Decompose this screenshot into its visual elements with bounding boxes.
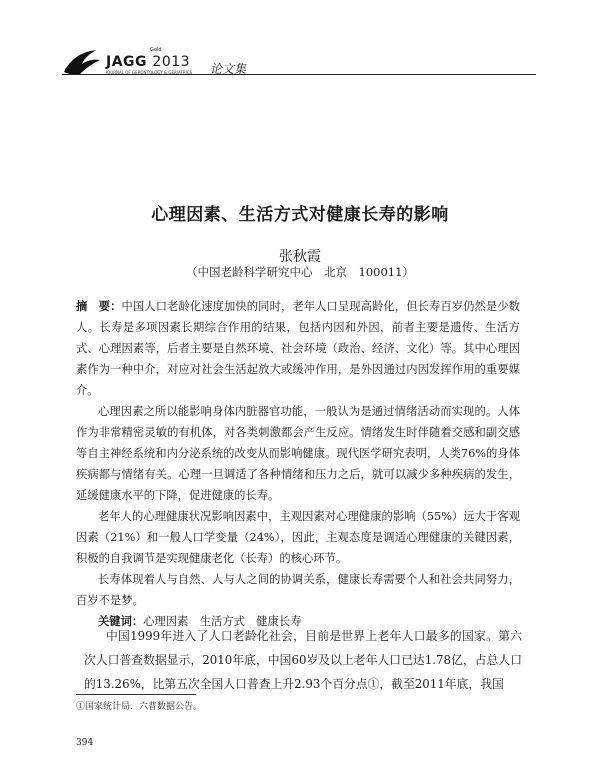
- footnote: ①国家统计局．六普数据公告。: [76, 702, 203, 712]
- abstract-para-1: [76, 296, 520, 401]
- intro-section: [84, 624, 522, 696]
- article-title: 心理因素、生活方式对健康长寿的影响: [151, 205, 449, 225]
- article-author: 张秋霞: [279, 249, 321, 265]
- abstract-para-3: 老年人的心理健康状况影响因素中，主观因素对心理健康的影响（55%）远大于客观因素（21%）和一般人口学变量（24%），因此，主观态度是调适心理健康的关键因素，积极的自我调节是实现健康老化（长寿）的核心环节。: [76, 510, 520, 565]
- abstract-section: [76, 296, 520, 632]
- author-affiliation: （中国老龄科学研究中心 北京 100011）: [186, 265, 414, 279]
- section-label: 论文集: [210, 62, 247, 76]
- abstract-text-1: 中国人口老龄化速度加快的同时，老年人口呈现高龄化，但长寿百岁仍然是少数人。长寿是多项因素长期综合作用的结果，包括内因和外因，前者主要是遗传、生活方式、心理因素等，后者主要是自然环境、社会环境（政治、经济、文化）等。其中心理因素作为一种中介，对应对社会生活起放大或缓冲作用，是外因通过内因发挥作用的重要媒介。: [76, 300, 520, 397]
- logo-subtitle: JOURNAL OF GERONTOLOGY & GERIATRICS: [106, 70, 193, 75]
- abstract-para-4: 长寿体现着人与自然、人与人之间的协调关系，健康长寿需要个人和社会共同努力，百岁不是梦。: [76, 573, 520, 607]
- intro-paragraph: 中国1999年进入了人口老龄化社会，目前是世界上老年人口最多的国家。第六次人口普查数据显示，2010年底，中国60岁及以上老年人口已达1.78亿，占总人口的13.26%，比第五次全国人口普查上升2.93个百分点①，截至2011年底，我国: [84, 629, 522, 691]
- keywords-text: 心理因素 生活方式 健康长寿: [143, 615, 302, 628]
- logo-tiny-text: Gold: [150, 47, 162, 53]
- footnote-rule: [76, 694, 196, 695]
- abstract-para-2: 心理因素之所以能影响身体内脏器官功能，一般认为是通过情绪活动而实现的。人体作为非常精密灵敏的有机体，对各类刺激都会产生反应。情绪发生时伴随着交感和副交感等自主神经系统和内分泌系统的改变从而影响健康。现代医学研究表明，人类76%的身体疾病都与情绪有关。心理一旦调适了各种情绪和压力之后，就可以减少多种疾病的发生，延缓健康水平的下降，促进健康的长寿。: [76, 405, 520, 502]
- keywords-label: 关键词：: [98, 614, 144, 628]
- logo-wordmark: JAGG 2013: [106, 54, 191, 70]
- page-number: 394: [76, 738, 94, 748]
- journal-header: [62, 46, 292, 86]
- header-rule: [62, 74, 536, 75]
- abstract-label: 摘 要：: [76, 299, 122, 313]
